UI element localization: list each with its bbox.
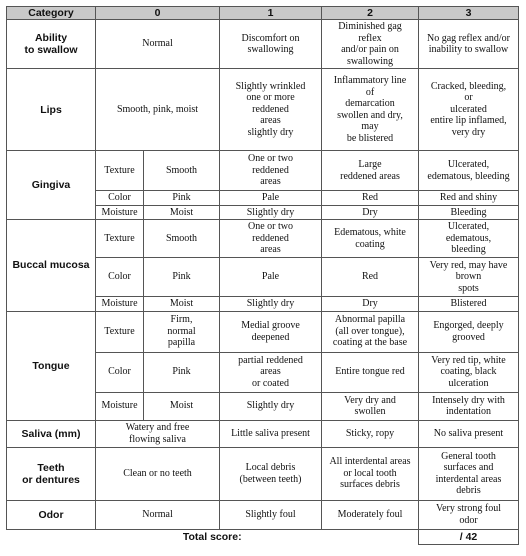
cell-score-3: Ulcerated, edematous, bleeding — [419, 220, 519, 258]
category-label: Odor — [7, 500, 96, 529]
cell-score-1: Slightly dry — [220, 297, 322, 312]
cell-score-0: Normal — [96, 20, 220, 69]
cell-score-1: Pale — [220, 258, 322, 297]
cell-score-3: No saliva present — [419, 420, 519, 447]
cell-score-2: Inflammatory line of demarcation swollen and dry, may be blistered — [322, 69, 419, 151]
row-gingiva-texture — [7, 151, 519, 191]
cell-score-2: Edematous, white coating — [322, 220, 419, 258]
oral-assessment-table — [6, 6, 519, 545]
cell-score-1: Slightly wrinkled one or more reddened areas slightly dry — [220, 69, 322, 151]
total-score-value[interactable]: / 42 — [419, 529, 519, 544]
cell-score-0: Firm, normal papilla — [144, 311, 220, 352]
row-buccal-texture — [7, 220, 519, 258]
category-label: Ability to swallow — [7, 20, 96, 69]
cell-score-2: Very dry and swollen — [322, 392, 419, 420]
cell-score-0: Smooth — [144, 220, 220, 258]
cell-score-2: Large reddened areas — [322, 151, 419, 191]
cell-score-1: Little saliva present — [220, 420, 322, 447]
cell-score-3: Engorged, deeply grooved — [419, 311, 519, 352]
cell-score-2: Diminished gag reflex and/or pain on swallowing — [322, 20, 419, 69]
category-label: Saliva (mm) — [7, 420, 96, 447]
cell-score-2: Entire tongue red — [322, 352, 419, 392]
subcategory-label: Texture — [96, 220, 144, 258]
cell-score-2: Red — [322, 258, 419, 297]
row-saliva — [7, 420, 519, 447]
cell-score-2: Dry — [322, 205, 419, 220]
row-odor — [7, 500, 519, 529]
cell-score-3: General tooth surfaces and interdental areas debris — [419, 447, 519, 500]
cell-score-3: Very red tip, white coating, black ulceration — [419, 352, 519, 392]
subcategory-label: Color — [96, 352, 144, 392]
cell-score-1: partial reddened areas or coated — [220, 352, 322, 392]
subcategory-label: Moisture — [96, 297, 144, 312]
category-label: Buccal mucosa — [7, 220, 96, 312]
cell-score-0: Smooth, pink, moist — [96, 69, 220, 151]
total-score-label: Total score: — [7, 529, 419, 544]
category-label: Tongue — [7, 311, 96, 420]
cell-score-1: One or two reddened areas — [220, 151, 322, 191]
cell-score-1: One or two reddened areas — [220, 220, 322, 258]
cell-score-0: Moist — [144, 297, 220, 312]
cell-score-3: Red and shiny — [419, 191, 519, 206]
cell-score-0: Moist — [144, 205, 220, 220]
header-score-1: 1 — [220, 7, 322, 20]
cell-score-3: No gag reflex and/or inability to swallow — [419, 20, 519, 69]
cell-score-0: Clean or no teeth — [96, 447, 220, 500]
header-score-3: 3 — [419, 7, 519, 20]
row-total — [7, 529, 519, 544]
subcategory-label: Moisture — [96, 392, 144, 420]
row-swallow — [7, 20, 519, 69]
cell-score-2: Sticky, ropy — [322, 420, 419, 447]
cell-score-0: Pink — [144, 258, 220, 297]
cell-score-3: Blistered — [419, 297, 519, 312]
cell-score-0: Moist — [144, 392, 220, 420]
cell-score-3: Bleeding — [419, 205, 519, 220]
cell-score-1: Pale — [220, 191, 322, 206]
row-teeth — [7, 447, 519, 500]
category-label: Lips — [7, 69, 96, 151]
cell-score-1: Slightly foul — [220, 500, 322, 529]
header-category: Category — [7, 7, 96, 20]
cell-score-1: Local debris (between teeth) — [220, 447, 322, 500]
category-label: Gingiva — [7, 151, 96, 220]
cell-score-2: Dry — [322, 297, 419, 312]
header-row — [7, 7, 519, 20]
subcategory-label: Moisture — [96, 205, 144, 220]
cell-score-0: Normal — [96, 500, 220, 529]
cell-score-3: Ulcerated, edematous, bleeding — [419, 151, 519, 191]
subcategory-label: Color — [96, 258, 144, 297]
cell-score-1: Discomfort on swallowing — [220, 20, 322, 69]
cell-score-1: Slightly dry — [220, 205, 322, 220]
cell-score-3: Intensely dry with indentation — [419, 392, 519, 420]
cell-score-2: Red — [322, 191, 419, 206]
subcategory-label: Texture — [96, 311, 144, 352]
cell-score-2: Moderately foul — [322, 500, 419, 529]
subcategory-label: Texture — [96, 151, 144, 191]
category-label: Teeth or dentures — [7, 447, 96, 500]
header-score-2: 2 — [322, 7, 419, 20]
cell-score-1: Slightly dry — [220, 392, 322, 420]
header-score-0: 0 — [96, 7, 220, 20]
cell-score-3: Very strong foul odor — [419, 500, 519, 529]
cell-score-2: All interdental areas or local tooth surfaces debris — [322, 447, 419, 500]
row-tongue-texture — [7, 311, 519, 352]
cell-score-0: Watery and free flowing saliva — [96, 420, 220, 447]
cell-score-0: Pink — [144, 352, 220, 392]
row-lips — [7, 69, 519, 151]
cell-score-3: Cracked, bleeding, or ulcerated entire lip inflamed, very dry — [419, 69, 519, 151]
cell-score-2: Abnormal papilla (all over tongue), coating at the base — [322, 311, 419, 352]
cell-score-0: Pink — [144, 191, 220, 206]
cell-score-3: Very red, may have brown spots — [419, 258, 519, 297]
cell-score-1: Medial groove deepened — [220, 311, 322, 352]
subcategory-label: Color — [96, 191, 144, 206]
cell-score-0: Smooth — [144, 151, 220, 191]
